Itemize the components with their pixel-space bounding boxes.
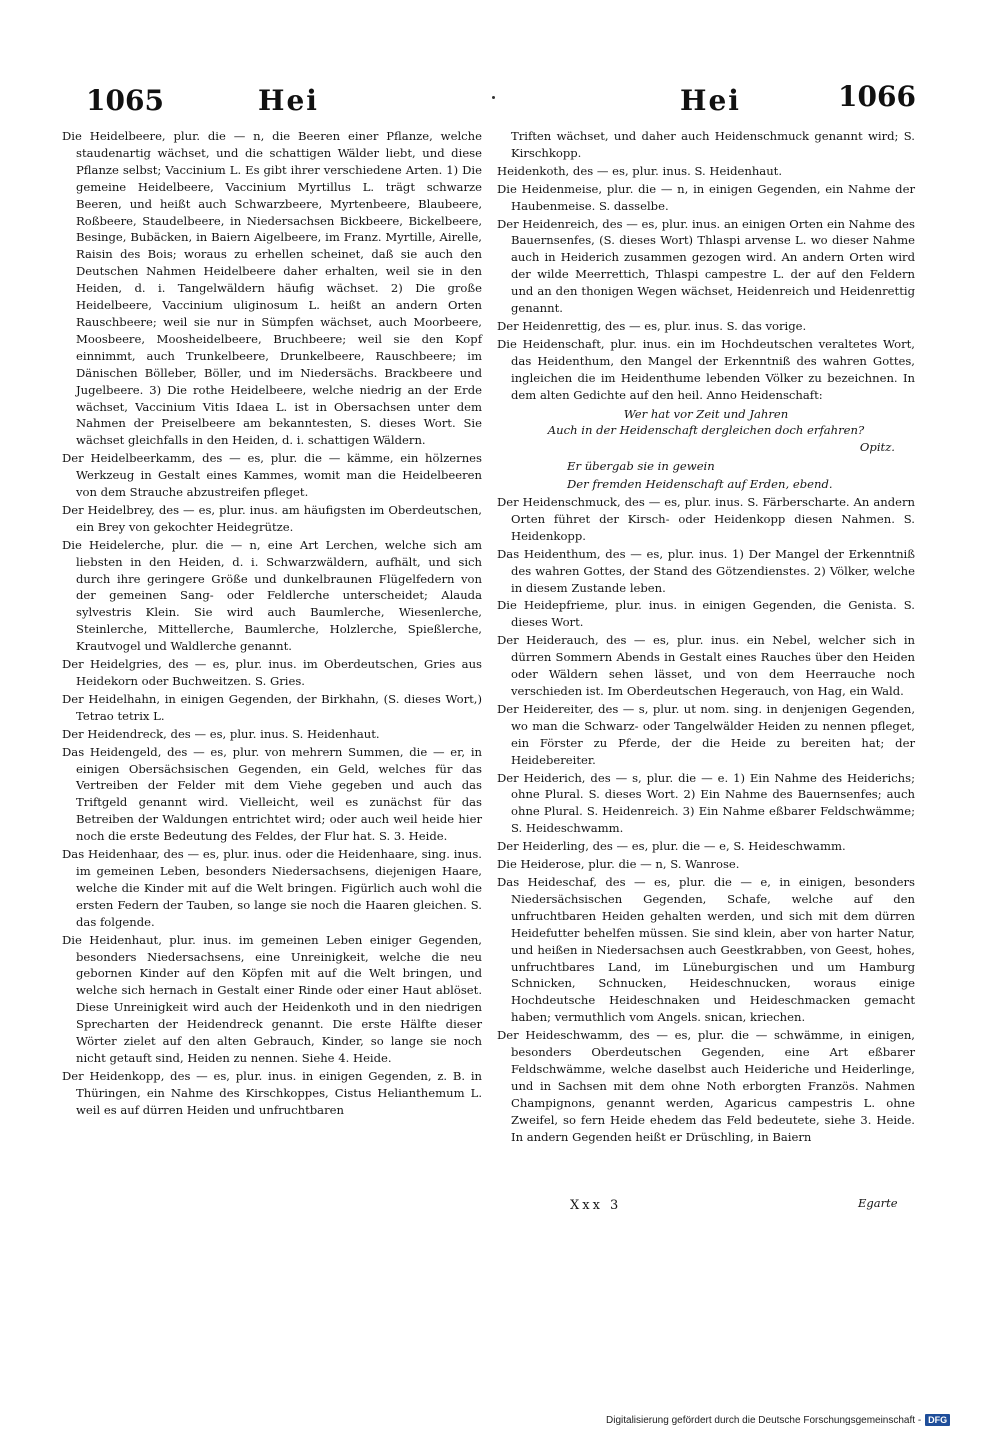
dfg-logo-icon: DFG bbox=[925, 1414, 950, 1426]
quote-line: Er übergab sie in gewein bbox=[567, 459, 715, 474]
running-head-right: Hei bbox=[680, 84, 741, 117]
entry-continuation: Triften wächset, und daher auch Heidenschmuck genannt wird; S. Kirschkopp. bbox=[511, 129, 915, 160]
entry-heidelbeerkamm: Der Heidelbeerkamm, des — es, plur. die — kämme, ein hölzernes Werkzeug in Gestalt eines Kammes, womit man die Heidelbeeren von dem Strauche abzustreifen pfleget. bbox=[62, 451, 482, 500]
entry-heideschwamm: Der Heideschwamm, des — es, plur. die — schwämme, in einigen, besonders Oberdeutschen Gegenden, eine Art eßbarer Feldschwämme, welche daselbst auch Heideriche und Heiderlinge, und in Sachsen mit dem ohne Noth erborgten Französ. Nahmen Champignons, genannt werden, Agaricus campestris L. ohne Zweifel, so fern Heide ehedem das Feld bedeutete, siehe 3. Heide. In andern Gegenden heißt er Drüschling, in Baiern bbox=[497, 1028, 915, 1144]
entry-heidenhaut: Die Heidenhaut, plur. inus. im gemeinen Leben einiger Gegenden, besonders Niedersachsens, eine Unreinigkeit, welche die neu gebornen Kinder auf den Köpfen mit auf die Welt bringen, und welche sich hernach in Gestalt einer Rinde oder einer Haut ablöset. Diese Unreinigkeit wird auch der Heidenkoth und in den niedrigen Sprecharten der Heidendreck genannt. Die erste Hälfte dieser Wörter zielet auf den alten Gebrauch, Kinder, so lange sie noch nicht getauft sind, Heiden zu nennen. Siehe 4. Heide. bbox=[62, 932, 482, 1065]
entry-heidenschaft: Die Heidenschaft, plur. inus. ein im Hochdeutschen veraltetes Wort, das Heidenthum, den Mangel der Erkenntniß des wahren Gottes, ingleichen die im Heidenthume lebenden Völker zu bezeichnen. In dem alten Gedichte auf den heil. Anno Heidenschaft: bbox=[497, 336, 915, 402]
entry-heidereiter: Der Heidereiter, des — s, plur. ut nom. sing. in denjenigen Gegenden, wo man die Schwarz- oder Tangelwälder Heiden zu nennen pfleget, ein Förster zu Pferde, der die Heide zu bereiten hat; der Heidebereiter. bbox=[497, 701, 915, 767]
right-column bbox=[497, 128, 915, 1146]
entry-heiderose: Die Heiderose, plur. die — n, S. Wanrose. bbox=[497, 857, 740, 872]
quote-line: Der fremden Heidenschaft auf Erden, ebend. bbox=[567, 477, 833, 492]
entry-heidenschmuck: Der Heidenschmuck, des — es, plur. inus. S. Färberscharte. An andern Orten führet der Kirsch- oder Heidenkopp diesen Nahmen. S. Heidenkopp. bbox=[497, 495, 915, 543]
entry-heiderich: Der Heiderich, des — s, plur. die — e. 1) Ein Nahme des Heiderichs; ohne Plural. S. dieses Wort. 2) Ein Nahme des Bauernsenfes; auch ohne Plural. S. Heidenreich. 3) Ein Nahme eßbarer Feldschwämme; S. Heideschwamm. bbox=[497, 770, 915, 836]
entry-heidelerche: Die Heidelerche, plur. die — n, eine Art Lerchen, welche sich am liebsten in den Heiden, d. i. Schwarzwäldern, aufhält, und sich durch ihre geringere Größe und dunkelbraunen Flügelfedern von der gemeinen Sang- oder Feldlerche unterscheidet; Alauda sylvestris Klein. Sie wird auch Baumlerche, Wiesenlerche, Steinlerche, Mittellerche, Baumlerche, Holzlerche, Spießlerche, Krautvogel und Waldlerche genannt. bbox=[62, 537, 482, 654]
entry-heidenkopp: Der Heidenkopp, des — es, plur. inus. in einigen Gegenden, z. B. in Thüringen, ein Nahme des Kirschkoppes, Cistus Helianthemum L. weil es auf dürren Heiden und unfruchtbaren bbox=[62, 1068, 482, 1117]
entry-heiderauch: Der Heiderauch, des — es, plur. inus. ein Nebel, welcher sich in dürren Sommern Abends in Gestalt eines Rauches über den Heiden oder Wäldern sehen lässet, und von dem Heerrauche noch verschieden ist. Im Oberdeutschen Hegerauch, von Hag, ein Wald. bbox=[497, 633, 915, 698]
entry-heidenrettig: Der Heidenrettig, des — es, plur. inus. S. das vorige. bbox=[497, 318, 807, 333]
entry-heidenkoth: Heidenkoth, des — es, plur. inus. S. Heidenhaut. bbox=[497, 163, 783, 178]
left-column bbox=[62, 128, 482, 1120]
quote-line: Wer hat vor Zeit und Jahren bbox=[623, 406, 789, 421]
entry-heiderling: Der Heiderling, des — es, plur. die — e, S. Heideschwamm. bbox=[497, 839, 846, 854]
entry-heideschaf: Das Heideschaf, des — es, plur. die — e, in einigen, besonders Niedersächsischen Gegenden, Schafe, welche auf den unfruchtbaren Heiden gehalten werden, und sich mit dem dürren Heidefutter behelfen müssen. Sie sind klein, aber von harter Natur, und heißen in Niedersachsen auch Geestkrabben, von Geest, hohes, unfruchtbares Land, im Lüneburgischen und um Hamburg Schnicken, Schnucken, Heideschnucken, woraus einige Hochdeutsche Heideschnaken und Heideschmacken gemacht haben; vermuthlich vom Angels. snican, kriechen. bbox=[497, 874, 915, 1025]
entry-heidelgries: Der Heidelgries, des — es, plur. inus. im Oberdeutschen, Gries aus Heidekorn oder Buchweitzen. S. Gries. bbox=[62, 657, 482, 688]
entry-heidenhaar: Das Heidenhaar, des — es, plur. inus. oder die Heidenhaare, sing. inus. im gemeinen Leben, besonders Niedersachsens, diejenigen Haare, welche die Kinder mit auf die Welt bringen. Figürlich auch wohl die ersten Federn der Tauben, so lange sie noch die Haaren gleichen. S. das folgende. bbox=[62, 847, 482, 929]
center-dot-ornament bbox=[492, 96, 495, 99]
digitization-footer bbox=[606, 1412, 950, 1428]
entry-heidenthum: Das Heidenthum, des — es, plur. inus. 1) Der Mangel der Erkenntniß des wahren Gottes, der Stand des Götzendienstes. 2) Völker, welche in diesem Zustande leben. bbox=[497, 546, 915, 595]
entry-heidenreich: Der Heidenreich, des — es, plur. inus. an einigen Orten ein Nahme des Bauernsenfes, (S. dieses Wort) Thlaspi arvense L. wo dieser Nahme auch in Heiderich zusammen gezogen wird. An andern Orten wird der wilde Meerrettich, Thlaspi campestre L. der auf den Feldern und an den thonigen Wegen wächset, Heidenreich und Heidenrettig genannt. bbox=[497, 216, 915, 316]
quote-line: Auch in der Heidenschaft dergleichen doch erfahren? bbox=[547, 423, 865, 438]
entry-heidengeld: Das Heidengeld, des — es, plur. von mehrern Summen, die — er, in einigen Obersächsischen Gegenden, ein Geld, welches für das Vertreiben der Felder mit dem Viehe gegeben und auch das Triftgeld genannt wird. Vielleicht, weil es zunächst für das Betreiben der Waldungen entrichtet wird; oder auch weil heide hier noch die erste Bedeutung des Feldes, der Flur hat. S. 3. Heide. bbox=[62, 744, 482, 844]
catchword: Egarte bbox=[858, 1196, 898, 1210]
entry-heidepfrieme: Die Heidepfrieme, plur. inus. in einigen Gegenden, die Genista. S. dieses Wort. bbox=[497, 598, 915, 630]
entry-heidelhahn: Der Heidelhahn, in einigen Gegenden, der Birkhahn, (S. dieses Wort,) Tetrao tetrix L. bbox=[62, 691, 482, 723]
footer-credit-text: Digitalisierung gefördert durch die Deutsche Forschungsgemeinschaft - bbox=[606, 1414, 922, 1426]
entry-heidendreck: Der Heidendreck, des — es, plur. inus. S. Heidenhaut. bbox=[62, 726, 380, 741]
page-number-left: 1065 bbox=[86, 84, 164, 117]
signature-mark: Xxx 3 bbox=[570, 1198, 622, 1213]
page-header bbox=[0, 0, 1000, 120]
quote-source: Opitz. bbox=[859, 440, 895, 455]
entry-heidenmeise: Die Heidenmeise, plur. die — n, in einigen Gegenden, ein Nahme der Haubenmeise. S. dasselbe. bbox=[497, 181, 915, 213]
quotation-block bbox=[497, 406, 915, 457]
page-number-right: 1066 bbox=[838, 80, 916, 113]
running-head-left: Hei bbox=[258, 84, 319, 117]
entry-heidelbrey: Der Heidelbrey, des — es, plur. inus. am häufigsten im Oberdeutschen, ein Brey von gekochter Heidegrütze. bbox=[62, 502, 482, 534]
entry-heidelbeere: Die Heidelbeere, plur. die — n, die Beeren einer Pflanze, welche staudenartig wächset, und die schattigen Wälder liebt, und diese Pflanze selbst; Vaccinium L. Es gibt ihrer verschiedene Arten. 1) Die gemeine Heidelbeere, Vaccinium Myrtillus L. trägt schwarze Beeren, und heißt auch Schwarzbeere, Myrtenbeere, Blaubeere, Roßbeere, Staudelbeere, in Niedersachsen Bickbeere, Bickelbeere, Besinge, Bubäcken, in Baiern Aigelbeere, im Franz. Myrtille, Airelle, Raisin des Bois; woraus zu erhellen scheinet, daß sie auch den Deutschen Nahmen Heidelbeere daher erhalten, weil sie in den Heiden, d. i. Tangelwäldern häufig wächset. 2) Die große Heidelbeere, Vaccinium uliginosum L. heißt an andern Orten Rauschbeere; weil sie nur in Sümpfen wächset, auch Moorbeere, Moosbeere, Moosheidelbeere, Bruchbeere; weil sie den Kopf einnimmt, auch Trunkelbeere, Drunkelbeere, Rauschbeere; im Dänischen Bölleber, Böller, und im Niedersächs. Brackbeere und Jugelbeere. 3) Die rothe Heidelbeere, welche niedrig an der Erde wächset, Vaccinium Vitis Idaea L. ist in Obersachsen unter dem Nahmen der Preiselbeere am bekanntesten, S. dieses Wort. Sie wächset gleichfalls in den Heiden, d. i. schattigen Wäldern. bbox=[62, 129, 482, 448]
